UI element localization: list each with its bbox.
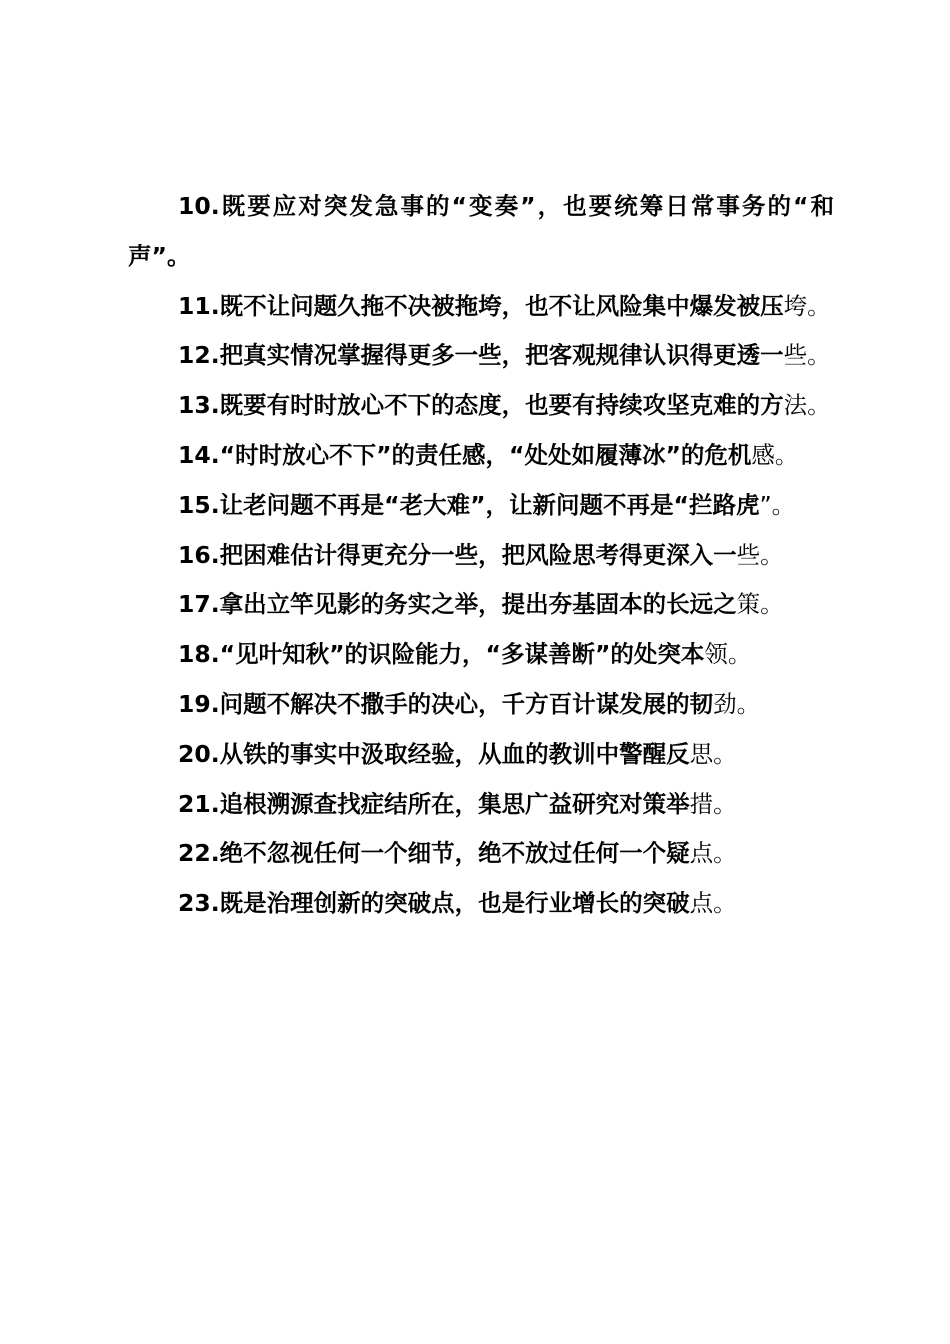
list-item bbox=[128, 282, 834, 332]
item-text: 17.拿出立竿见影的务实之举，提出夯基固本的长远之 bbox=[178, 590, 737, 619]
list-item bbox=[128, 381, 834, 431]
list-item bbox=[128, 431, 834, 481]
item-tail: 领。 bbox=[704, 640, 752, 669]
list-item bbox=[128, 879, 834, 929]
list-item bbox=[128, 680, 834, 730]
list-item bbox=[128, 630, 834, 680]
item-text: 14.“时时放心不下”的责任感，“处处如履薄冰”的危机 bbox=[178, 440, 752, 469]
item-tail: 垮。 bbox=[783, 291, 831, 320]
item-tail: 措。 bbox=[689, 789, 737, 818]
item-tail: 些。 bbox=[736, 540, 784, 569]
list-item bbox=[128, 331, 834, 381]
item-text: 10.既要应对突发急事的“变奏”，也要统筹日常事务的“和声”。 bbox=[128, 192, 834, 270]
item-text: 21.追根溯源查找症结所在，集思广益研究对策举 bbox=[178, 789, 690, 818]
item-tail: 些。 bbox=[783, 341, 831, 370]
item-tail: 劲。 bbox=[713, 689, 761, 718]
list-item bbox=[128, 182, 834, 282]
document-body bbox=[128, 182, 834, 929]
item-text: 13.既要有时时放心不下的态度，也要有持续攻坚克难的方 bbox=[178, 391, 784, 420]
list-item bbox=[128, 481, 834, 531]
item-text: 20.从铁的事实中汲取经验，从血的教训中警醒反 bbox=[178, 739, 690, 768]
item-text: 12.把真实情况掌握得更多一些，把客观规律认识得更透一 bbox=[178, 341, 784, 370]
item-tail: 感。 bbox=[751, 440, 799, 469]
item-tail: 法。 bbox=[783, 391, 831, 420]
item-tail: 思。 bbox=[689, 739, 737, 768]
list-item bbox=[128, 580, 834, 630]
item-text: 18.“见叶知秋”的识险能力，“多谋善断”的处突本 bbox=[178, 640, 705, 669]
item-text: 23.既是治理创新的突破点，也是行业增长的突破 bbox=[178, 889, 690, 918]
item-text: 15.让老问题不再是“老大难”，让新问题不再是“拦路虎 bbox=[178, 490, 760, 519]
item-text: 22.绝不忽视任何一个细节，绝不放过任何一个疑 bbox=[178, 839, 690, 868]
item-tail: 点。 bbox=[689, 839, 737, 868]
item-tail: 策。 bbox=[736, 590, 784, 619]
item-text: 11.既不让问题久拖不决被拖垮，也不让风险集中爆发被压 bbox=[178, 291, 784, 320]
item-text: 16.把困难估计得更充分一些，把风险思考得更深入一 bbox=[178, 540, 737, 569]
list-item bbox=[128, 730, 834, 780]
item-text: 19.问题不解决不撒手的决心，千方百计谋发展的韧 bbox=[178, 689, 714, 718]
list-item bbox=[128, 780, 834, 830]
item-tail: 点。 bbox=[689, 889, 737, 918]
list-item bbox=[128, 829, 834, 879]
list-item bbox=[128, 531, 834, 581]
item-tail: ”。 bbox=[759, 490, 796, 519]
